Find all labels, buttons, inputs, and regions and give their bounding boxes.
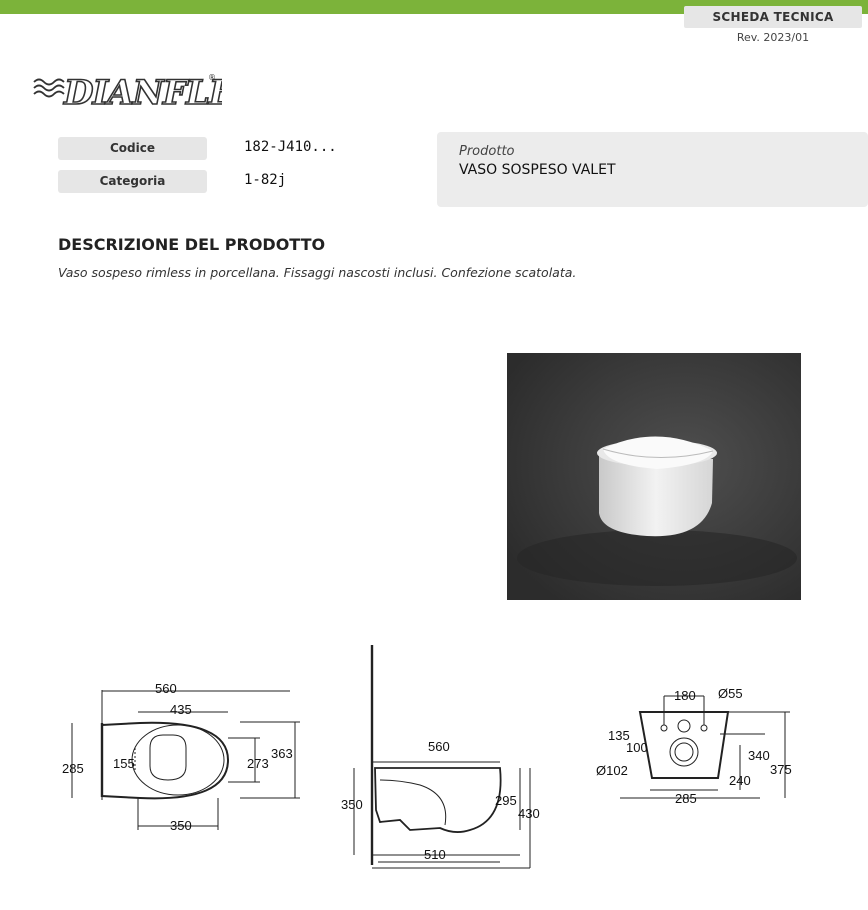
field-value-codice: 182-J410... (244, 139, 337, 155)
svg-text:295: 295 (495, 793, 517, 808)
svg-text:Ø102: Ø102 (596, 763, 628, 778)
field-label-categoria: Categoria (58, 170, 207, 193)
product-panel (437, 132, 868, 207)
technical-drawings (0, 630, 868, 910)
svg-text:155: 155 (113, 756, 135, 771)
svg-text:560: 560 (428, 739, 450, 754)
svg-text:510: 510 (424, 847, 446, 862)
brand-logo (32, 66, 222, 114)
svg-text:350: 350 (341, 797, 363, 812)
product-label: Prodotto (459, 144, 515, 159)
svg-text:285: 285 (675, 791, 697, 806)
field-label-codice: Codice (58, 137, 207, 160)
svg-text:180: 180 (674, 688, 696, 703)
svg-text:100: 100 (626, 740, 648, 755)
product-name: VASO SOSPESO VALET (459, 162, 616, 178)
svg-text:560: 560 (155, 681, 177, 696)
svg-text:Ø55: Ø55 (718, 686, 743, 701)
product-photo (507, 353, 801, 600)
svg-text:350: 350 (170, 818, 192, 833)
svg-text:363: 363 (271, 746, 293, 761)
wave-icon (34, 80, 64, 97)
svg-text:435: 435 (170, 702, 192, 717)
svg-text:340: 340 (748, 748, 770, 763)
description-text: Vaso sospeso rimless in porcellana. Fissaggi nascosti inclusi. Confezione scatolata. (58, 265, 577, 280)
svg-text:430: 430 (518, 806, 540, 821)
sheet-type-badge: SCHEDA TECNICA (684, 6, 862, 28)
revision-label: Rev. 2023/01 (736, 31, 810, 44)
svg-text:375: 375 (770, 762, 792, 777)
description-title: DESCRIZIONE DEL PRODOTTO (58, 235, 326, 254)
logo-wordmark: DIANFL (64, 73, 209, 110)
svg-text:®: ® (208, 73, 216, 82)
svg-text:273: 273 (247, 756, 269, 771)
svg-text:240: 240 (729, 773, 751, 788)
svg-text:285: 285 (62, 761, 84, 776)
svg-text:135: 135 (608, 728, 630, 743)
field-value-categoria: 1-82j (244, 172, 287, 188)
side-view-drawing (354, 645, 530, 868)
